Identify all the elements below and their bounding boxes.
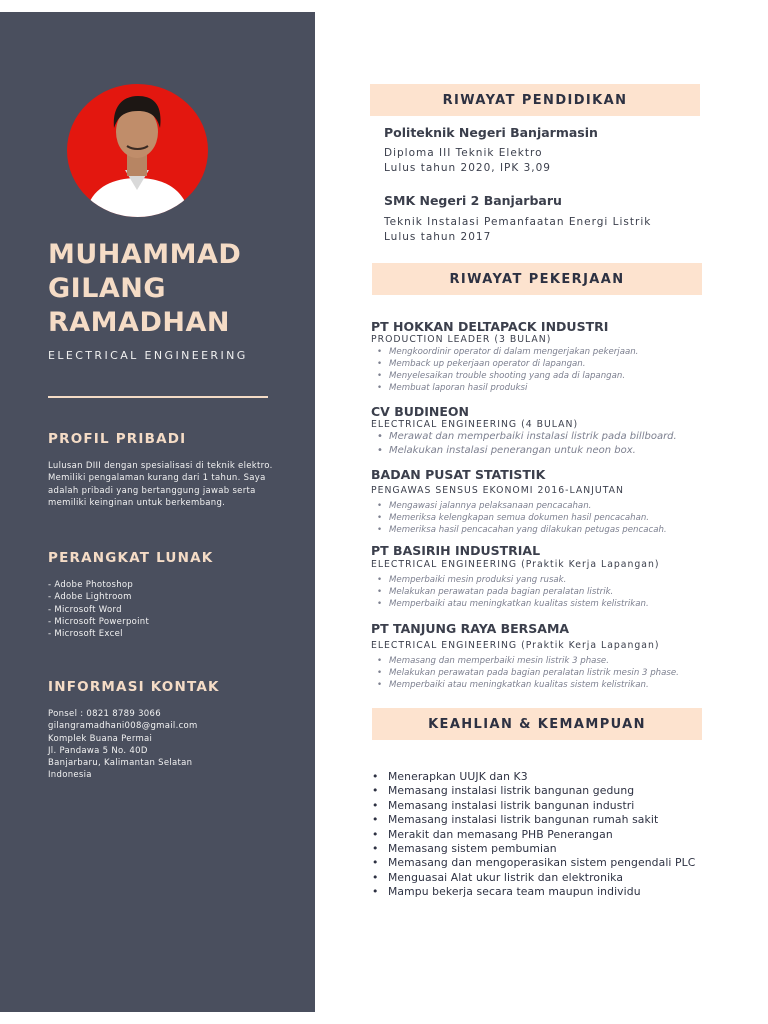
software-heading: PERANGKAT LUNAK: [48, 550, 214, 566]
email-address: gilangramadhani008@gmail.com: [48, 721, 198, 732]
skill-item: • Merakit dan memasang PHB Penerangan: [372, 828, 695, 842]
work-heading: RIWAYAT PEKERJAAN: [372, 263, 702, 295]
job-duties: [376, 574, 649, 610]
duty-item: • Membuat laporan hasil produksi: [376, 382, 638, 394]
job-title: ELECTRICAL ENGINEERING: [48, 349, 248, 362]
skill-item: • Memasang instalasi listrik bangunan rumah sakit: [372, 813, 695, 827]
phone-number: Ponsel : 0821 8789 3066: [48, 709, 161, 719]
skills-heading: KEAHLIAN & KEMAMPUAN: [372, 708, 702, 740]
duty-item: • Memeriksa kelengkapan semua dokumen hasil pencacahan.: [376, 512, 667, 524]
sidebar: [0, 12, 315, 1012]
duty-item: • Memperbaiki atau meningkatkan kualitas sistem kelistrikan.: [376, 598, 649, 610]
duty-item: • Mengkoordinir operator di dalam mengerjakan pekerjaan.: [376, 346, 638, 358]
software-item: - Microsoft Powerpoint: [48, 616, 150, 627]
contact-info: [48, 708, 283, 782]
duty-item: • Mengawasi jalannya pelaksanaan pencacahan.: [376, 500, 667, 512]
skill-item: • Memasang instalasi listrik bangunan industri: [372, 799, 695, 813]
duty-item: • Memeriksa hasil pencacahan yang dilakukan petugas pencacah.: [376, 524, 667, 536]
address-line: Jl. Pandawa 5 No. 40D: [48, 745, 148, 756]
job-role: ELECTRICAL ENGINEERING (Praktik Kerja Lapangan): [371, 559, 660, 570]
education-detail: Lulus tahun 2017: [384, 231, 492, 243]
profile-heading: PROFIL PRIBADI: [48, 431, 187, 447]
person-avatar-icon: [67, 84, 208, 217]
software-list: [48, 579, 283, 640]
software-item: - Microsoft Word: [48, 604, 122, 615]
software-item: - Adobe Photoshop: [48, 580, 134, 590]
duty-item: • Menyelesaikan trouble shooting yang ada di lapangan.: [376, 370, 638, 382]
duty-item: • Memback up pekerjaan operator di lapangan.: [376, 358, 638, 370]
name-line: MUHAMMAD: [48, 239, 242, 270]
duty-item: • Memperbaiki mesin produksi yang rusak.: [376, 574, 649, 586]
job-role: ELECTRICAL ENGINEERING (Praktik Kerja Lapangan): [371, 640, 660, 651]
skill-item: • Menguasai Alat ukur listrik dan elektronika: [372, 871, 695, 885]
skill-item: • Menerapkan UUJK dan K3: [372, 770, 695, 784]
address-line: Indonesia: [48, 770, 92, 781]
address-line: Komplek Buana Permai: [48, 733, 153, 744]
education-detail: Teknik Instalasi Pemanfaatan Energi Listrik: [384, 216, 652, 228]
duty-item: • Memasang dan memperbaiki mesin listrik 3 phase.: [376, 655, 679, 667]
duty-item: • Memperbaiki atau meningkatkan kualitas sistem kelistrikan.: [376, 679, 679, 691]
duty-item: • Merawat dan memperbaiki instalasi listrik pada billboard.: [376, 430, 677, 444]
skills-list: [372, 770, 695, 900]
contact-heading: INFORMASI KONTAK: [48, 679, 220, 695]
job-company: PT BASIRIH INDUSTRIAL: [371, 543, 541, 558]
job-role: PRODUCTION LEADER (3 BULAN): [371, 334, 552, 345]
job-duties: [376, 346, 638, 394]
duty-item: • Melakukan perawatan pada bagian peralatan listrik.: [376, 586, 649, 598]
job-company: BADAN PUSAT STATISTIK: [371, 467, 546, 482]
job-duties: [376, 655, 679, 691]
profile-text: [48, 460, 283, 509]
job-duties: [376, 500, 667, 536]
job-role: PENGAWAS SENSUS EKONOMI 2016-LANJUTAN: [371, 485, 624, 496]
software-item: - Microsoft Excel: [48, 629, 123, 640]
skill-item: • Memasang dan mengoperasikan sistem pengendali PLC: [372, 856, 695, 870]
education-institution: SMK Negeri 2 Banjarbaru: [384, 193, 562, 208]
job-role: ELECTRICAL ENGINEERING (4 BULAN): [371, 419, 579, 430]
education-detail: Diploma III Teknik Elektro: [384, 147, 543, 159]
profile-line: Memiliki pengalaman kurang dari 1 tahun. Saya: [48, 473, 266, 484]
job-duties: [376, 430, 677, 457]
skill-item: • Memasang sistem pembumian: [372, 842, 695, 856]
profile-line: memiliki keinginan untuk berkembang.: [48, 497, 226, 508]
education-institution: Politeknik Negeri Banjarmasin: [384, 125, 598, 140]
profile-line: Lulusan DIII dengan spesialisasi di teknik elektro.: [48, 461, 273, 471]
profile-line: adalah pribadi yang bertanggung jawab serta: [48, 485, 256, 496]
address-line: Banjarbaru, Kalimantan Selatan: [48, 758, 193, 769]
name-line: RAMADHAN: [48, 307, 230, 338]
education-detail: Lulus tahun 2020, IPK 3,09: [384, 162, 551, 174]
divider: [48, 396, 268, 398]
education-heading: RIWAYAT PENDIDIKAN: [370, 84, 700, 116]
software-item: - Adobe Lightroom: [48, 592, 132, 603]
duty-item: • Melakukan instalasi penerangan untuk neon box.: [376, 444, 677, 458]
full-name: [48, 238, 298, 340]
skill-item: • Memasang instalasi listrik bangunan gedung: [372, 784, 695, 798]
duty-item: • Melakukan perawatan pada bagian peralatan listrik mesin 3 phase.: [376, 667, 679, 679]
job-company: PT TANJUNG RAYA BERSAMA: [371, 621, 570, 636]
skill-item: • Mampu bekerja secara team maupun individu: [372, 885, 695, 899]
job-company: PT HOKKAN DELTAPACK INDUSTRI: [371, 319, 609, 334]
profile-photo: [67, 84, 208, 217]
name-line: GILANG: [48, 273, 167, 304]
job-company: CV BUDINEON: [371, 404, 469, 419]
